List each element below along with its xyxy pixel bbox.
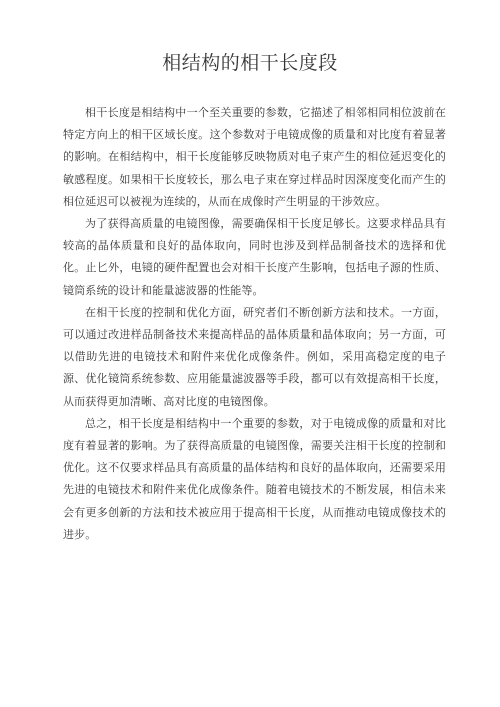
paragraph-2: 为了获得高质量的电镜图像，需要确保相干长度足够长。这要求样品具有较高的晶体质量和良好的晶体取向，同时也涉及到样品制备技术的选择和优化。止匕外，电镜的硬件配置也会对相干长度产生影响，包括电子源的性质、镜筒系统的设计和能量滤波器的性能等。	[63, 217, 446, 297]
document-title: 相结构的相干长度段	[162, 52, 338, 74]
paragraph-3: 在相干长度的控制和优化方面，研究者们不断创新方法和技术。一方面，可以通过改进样品制备技术来提高样品的晶体质量和晶体取向；另一方面，可以借助先进的电镜技术和附件来优化成像条件。例如，采用高稳定度的电子源、优化镜筒系统参数、应用能量滤波器等手段，都可以有效提高相干长度，从而获得更加清晰、高对比度的电镜图像。	[63, 305, 446, 408]
paragraph-1: 相干长度是相结构中一个至关重要的参数，它描述了相邻相同相位波前在特定方向上的相干区域长度。这个参数对于电镜成像的质量和对比度有着显著的影响。在相结构中，相干长度能够反映物质对电子束产生的相位延迟变化的敏感程度。如果相干长度较长，那么电子束在穿过样品时因深度变化而产生的相位延迟可以被视为连续的，从而在成像时产生明显的干涉效应。	[63, 106, 446, 208]
document-body	[63, 102, 446, 546]
paragraph-4: 总之，相干长度是相结构中一个重要的参数，对于电镜成像的质量和对比度有着显著的影响。为了获得高质量的电镜图像，需要关注相干长度的控制和优化。这不仅要求样品具有高质量的晶体结构和良好的晶体取向，还需要采用先进的电镜技术和附件来优化成像条件。随着电镜技术的不断发展，相信未来会有更多创新的方法和技术被应用于提高相干长度，从而推动电镜成像技术的进步。	[63, 416, 446, 541]
